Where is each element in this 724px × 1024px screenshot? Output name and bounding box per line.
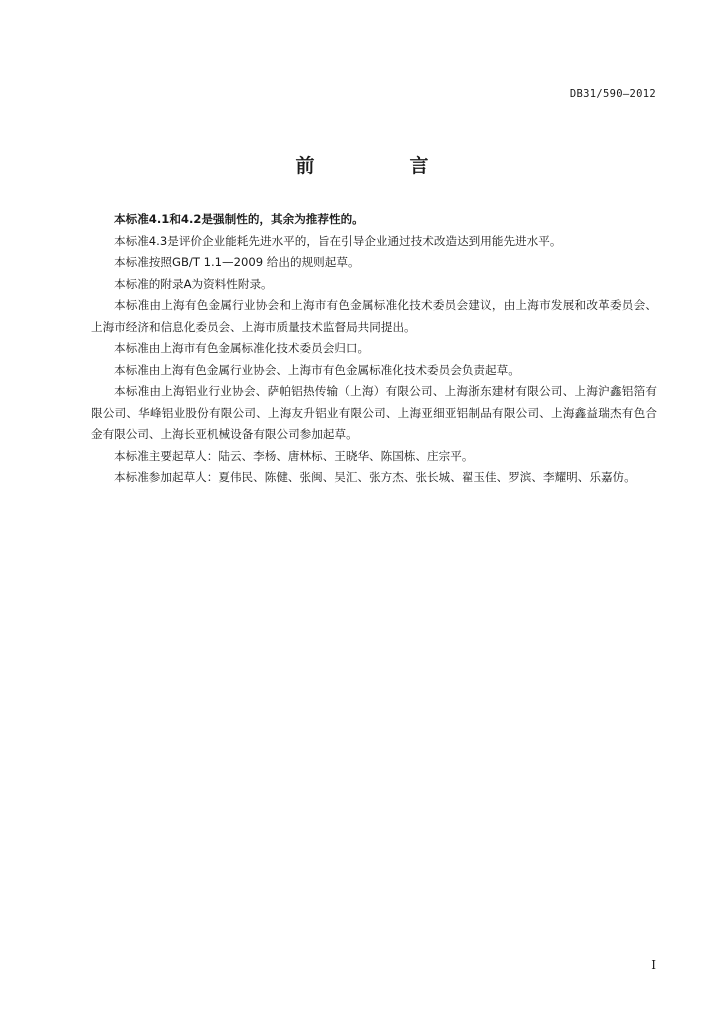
page-number: I xyxy=(651,958,656,972)
paragraph-main-drafters: 本标准主要起草人：陆云、李杨、唐林标、王晓华、陈国栋、庄宗平。 xyxy=(114,448,474,463)
paragraph-appendix: 本标准的附录A为资料性附录。 xyxy=(114,276,273,291)
paragraph-drafting-rules: 本标准按照GB/T 1.1—2009 给出的规则起草。 xyxy=(114,255,360,269)
paragraph-advanced-level: 本标准4.3是评价企业能耗先进水平的，旨在引导企业通过技术改造达到用能先进水平。 xyxy=(114,233,562,248)
paragraph-drafted-by: 本标准由上海有色金属行业协会、上海市有色金属标准化技术委员会负责起草。 xyxy=(114,362,520,377)
paragraph-mandatory-clauses: 本标准4.1和4.2是强制性的，其余为推荐性的。 xyxy=(114,212,364,226)
paragraph-participating-drafters: 本标准参加起草人：夏伟民、陈健、张闽、吴汇、张方杰、张长城、翟玉佳、罗滨、李耀明、乐嘉仿。 xyxy=(114,470,636,484)
standard-code: DB31/590—2012 xyxy=(569,88,656,100)
paragraph-proposers: 本标准由上海有色金属行业协会和上海市有色金属标准化技术委员会建议，由上海市发展和改革委员会、上海市经济和信息化委员会、上海市质量技术监督局共同提出。 xyxy=(91,298,657,334)
preface-body xyxy=(91,209,657,489)
paragraph-centralized-by: 本标准由上海市有色金属标准化技术委员会归口。 xyxy=(114,341,370,355)
paragraph-participating-companies: 本标准由上海铝业行业协会、萨帕铝热传输（上海）有限公司、上海浙东建材有限公司、上海沪鑫铝箔有限公司、华峰铝业股份有限公司、上海友升铝业有限公司、上海亚细亚铝制品有限公司、上海鑫益瑞杰有色合金有限公司、上海长亚机械设备有限公司参加起草。 xyxy=(91,384,657,441)
page-title: 前 言 xyxy=(295,155,467,177)
